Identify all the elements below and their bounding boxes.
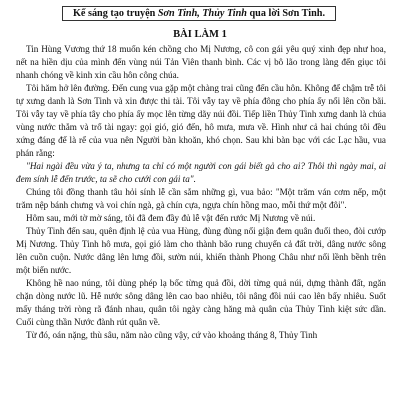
title-story-name: Sơn Tinh, Thủy Tinh	[157, 8, 247, 19]
title-prefix: Kể sáng tạo truyện	[72, 8, 158, 19]
paragraph: Thủy Tinh đến sau, quên định lệ của vua Hùng, đùng đùng nổi giận đem quân đuổi theo, đòi cướp Mị Nương. Thủy Tinh hô mưa, gọi gió làm cho thành bão rung chuyển cả đất trời, dâng nước sông lên cuồn cuộn. Nước dâng lên lưng đồi, sườn núi, khiến thành Phong Châu như nổi lềnh bềnh trên một biển nước.	[16, 226, 386, 275]
paragraph: Không hề nao núng, tôi dùng phép lạ bốc từng quả đồi, dời từng quả núi, dựng thành đất, ngăn chặn dòng nước lũ. Hễ nước sông dâng lên cao bao nhiêu, tôi nâng đồi núi cao lên bấy nhiêu. Suốt mấy tháng trời ròng rã đánh nhau, quân tôi ngày càng hăng mà quân của Thủy Tinh kiệt sức dần. Cuối cùng thần Nước đành rút quân về.	[16, 278, 386, 327]
paragraph: Hôm sau, mới tờ mờ sáng, tôi đã đem đầy đủ lễ vật đến rước Mị Nương về núi.	[26, 213, 316, 223]
title-suffix: qua lời Sơn Tinh.	[246, 8, 325, 19]
paragraph: Tin Hùng Vương thứ 18 muốn kén chồng cho Mị Nương, cô con gái yêu quý xinh đẹp như hoa, nết na hiền dịu của mình đến vùng núi Tản Viên thanh bình. Các vị bô lão trong làng đến giục tôi nhanh chóng về kinh xin cầu hôn công chúa.	[16, 44, 386, 80]
paragraph: Chúng tôi đồng thanh tâu hỏi sính lễ cần sắm những gì, vua bảo: "Một trăm ván cơm nếp, một trăm nệp bánh chưng và voi chín ngà, gà chín cựa, ngựa chín hồng mao, mỗi thứ một đôi".	[16, 187, 386, 210]
quoted-paragraph: "Hai ngài đều vừa ý ta, nhưng ta chỉ có một người con gái biết gả cho ai? Thôi thì ngày mai, ai đem sính lễ đến trước, ta sẽ cho cưới con gái ta".	[16, 161, 386, 184]
paragraph: Từ đó, oán nặng, thù sâu, năm nào cũng vậy, cứ vào khoảng tháng 8, Thủy Tinh	[26, 330, 318, 340]
essay-heading: BÀI LÀM 1	[173, 29, 227, 40]
essay-body	[16, 43, 386, 342]
paragraph: Tôi hăm hở lên đường. Đến cung vua gặp một chàng trai cũng đến cầu hôn. Không để chậm trễ tôi tự xưng danh là Sơn Tinh và xin được thi tài. Tôi vẫy tay về phía đông cho phía ấy nổi lên cồn bãi. Tôi vẫy tay về phía tây cho phía ấy mọc lên từng dãy núi đồi. Tiếp liền Thủy Tinh xưng danh là chúa vùng nước thẳm và trổ tài ngay: gọi gió, gió đến, hô mưa, mưa về. Hình như cả hai chúng tôi đều xứng đáng để là rể của vua nên Người bàn khoăn, khó chọn. Sau khi bàn bạc với các Lạc hầu, vua phán rằng:	[16, 83, 386, 158]
assignment-title	[62, 6, 336, 21]
